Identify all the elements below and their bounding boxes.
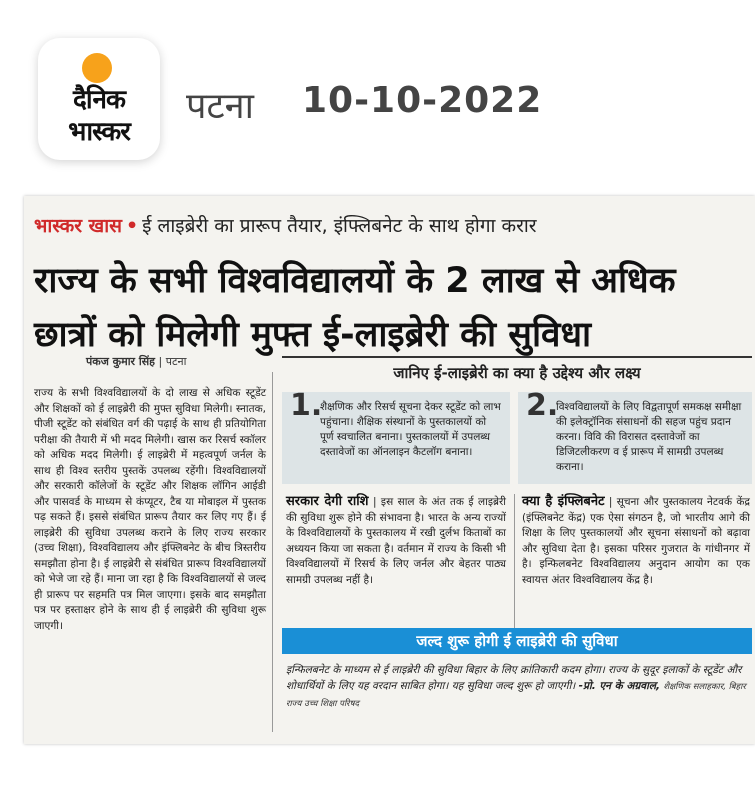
objective-text-1: शैक्षणिक और रिसर्च सूचना देकर स्टूडेंट को लाभ पहुंचाना। शैक्षिक संस्थानों के पुस्तकालयों को पूर्ण स्वचालित बनाना। पुस्तकालयों में उपलब्ध दस्तावेजों का ऑनलाइन कैटलॉग बनाना।: [320, 401, 501, 458]
kicker: [34, 212, 537, 238]
byline-author: पंकज कुमार सिंह: [86, 355, 156, 368]
section-lead: सरकार देगी राशि: [286, 494, 369, 509]
edition-date: 10-10-2022: [302, 80, 543, 121]
objective-text-2: विश्वविद्यालयों के लिए विद्वतापूर्ण समकक्ष समीक्षा की इलेक्ट्रॉनिक संसाधनों की सहज पहुंच प्रदान करना। विवि की विरासत दस्तावेजों का डिजिटलीकरण व ई प्रारूप में सामग्री उपलब्ध कराना।: [556, 401, 742, 473]
sun-icon: [82, 53, 112, 83]
article-body: राज्य के सभी विश्वविद्यालयों के दो लाख से अधिक स्टूडेंट और शिक्षकों को ई लाइब्रेरी की मुफ्त सुविधा मिलेगी। स्नातक, पीजी स्टूडेंट को संबंधित वर्ग की पढ़ाई के साथ ही प्रतियोगिता परीक्षा की तैयारी में भी मदद मिलेगी। खास कर रिसर्च स्कॉलर को अधिक मदद मिलेगी। ई लाइब्रेरी में महत्वपूर्ण जर्नल के साथ ही विश्व स्तरीय पुस्तकें उपलब्ध रहेंगी। विश्वविद्यालयों और सरकारी कॉलेजों के स्टूडेंट और शिक्षक लॉगिन आईडी और पासवर्ड के माध्यम से कंप्यूटर, टैब या मोबाइल में पुस्तक पढ़ सकते हैं। इससे संबंधित प्रारूप तैयार कर लिए गए हैं। ई लाइब्रेरी की सुविधा उपलब्ध कराने के लिए राज्य सरकार (उच्च शिक्षा), विश्वविद्यालय और इंफ्लिबनेट के बीच त्रिस्तरीय समझौता होना है। ई लाइब्रेरी से संबंधित प्रारूप विश्वविद्यालयों को भेजे जा रहे हैं। माना जा रहा है कि विश्वविद्यालयों से जल्द ही प्रारूप पर सहमति पत्र मिल जाएगा। इसके बाद समझौता पत्र पर हस्ताक्षर होने के साथ ही ई लाइब्रेरी की सुविधा शुरू जाएगी।: [34, 387, 266, 632]
byline-separator: |: [158, 355, 163, 368]
quote-author: -प्रो. एन के अग्रवाल,: [578, 680, 660, 692]
section-lead: क्या है इंफ्लिबनेट: [522, 494, 605, 509]
quote-text: इन्फिलबनेट के माध्यम से ई लाइब्रेरी की सुविधा बिहार के लिए क्रांतिकारी कदम होगा। राज्य के सुदूर इलाकों के स्टूडेंट और शोधार्थियों के लिए यह वरदान साबित होगा। यह सुविधा जल्द शुरू हो जाएगी।: [286, 664, 742, 692]
section-divider: [514, 494, 515, 644]
dainik-bhaskar-logo[interactable]: [38, 38, 160, 160]
section-text: सूचना और पुस्तकालय नेटवर्क केंद्र (इंफ्लिबनेट केंद्र) एक ऐसा संगठन है, जो भारतीय आगे की शिक्षा के लिए पुस्तकालयों और सूचना संसाधनों को बढ़ावा और सुविधा देता है। इसका परिसर गुजरात के गांधीनगर में है। इन्फिलबनेट विश्वविद्यालय अनुदान आयोग का एक स्वायत्त अंतर विश्वविद्यालय केंद्र है।: [522, 496, 750, 586]
section-what-is-inflibnet: [522, 494, 750, 588]
objective-number-1: 1.: [290, 388, 323, 423]
kicker-dot: •: [125, 215, 139, 237]
byline: [86, 354, 187, 369]
kicker-text: ई लाइब्रेरी का प्रारूप तैयार, इंफ्लिबनेट के साथ होगा करार: [142, 215, 537, 237]
column-divider: [272, 372, 273, 732]
highlight-banner: जल्द शुरू होगी ई लाइब्रेरी की सुविधा: [282, 628, 752, 654]
sidebar-rule: [282, 356, 752, 358]
objective-box-1: [282, 388, 510, 484]
byline-city: पटना: [165, 355, 187, 368]
edition-city: पटना: [186, 86, 254, 127]
logo-text-line1: दैनिक: [73, 85, 125, 115]
newspaper-clipping: [24, 196, 755, 744]
section-separator: |: [372, 496, 377, 508]
section-govt-funding: [286, 494, 506, 588]
objective-number-2: 2.: [526, 388, 559, 423]
kicker-brand: भास्कर खास: [34, 215, 122, 237]
section-separator: |: [608, 496, 613, 508]
expert-quote: [286, 662, 748, 712]
quote-author-title: शैक्षणिक सलाहकार, बिहार राज्य उच्च शिक्षा परिषद: [286, 682, 746, 709]
section-text: इस साल के अंत तक ई लाइब्रेरी की सुविधा शुरू होने की संभावना है। भारत के अन्य राज्यों के विश्वविद्यालयों के पुस्तकालय में रखी दुर्लभ किताबों का अध्ययन किया जा सकता है। वर्तमान में राज्य के किसी भी विश्वविद्यालयों में रिसर्च के लिए जर्नल और बेहतर पाठ्य सामग्री उपलब्ध नहीं है।: [286, 496, 506, 586]
objective-box-2: [518, 388, 752, 484]
logo-text-line2: भास्कर: [68, 117, 130, 147]
headline: राज्य के सभी विश्वविद्यालयों के 2 लाख से अधिक छात्रों को मिलेगी मुफ्त ई-लाइब्रेरी की सुविधा: [34, 261, 676, 355]
sidebar-title: जानिए ई-लाइब्रेरी का क्या है उद्देश्य और लक्ष्य: [393, 364, 641, 382]
